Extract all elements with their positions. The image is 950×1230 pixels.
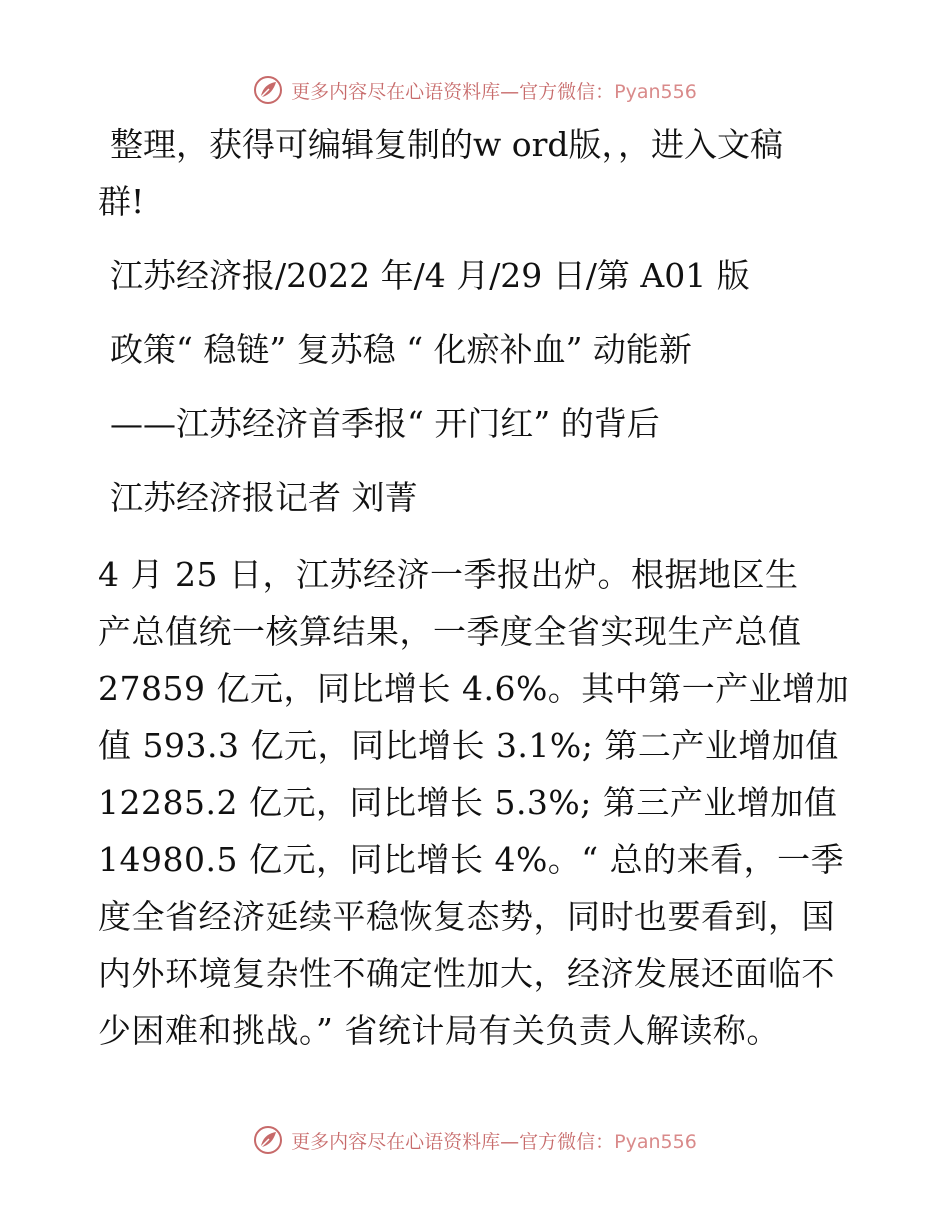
- body-line: 内外环境复杂性不确定性加大，经济发展还面临不: [98, 954, 835, 993]
- watermark-label: 更多内容尽在心语资料库—官方微信：: [291, 1130, 615, 1153]
- body-line: 27859 亿元，同比增长 4.6%。其中第一产业增加: [98, 669, 850, 708]
- watermark-text: [291, 77, 697, 104]
- body-line: 值 593.3 亿元，同比增长 3.1%; 第二产业增加值: [98, 726, 839, 765]
- document-body: [98, 116, 858, 1059]
- body-line: 度全省经济延续平稳恢复态势，同时也要看到，国: [98, 897, 835, 936]
- body-line: 4 月 25 日，江苏经济一季报出炉。根据地区生: [98, 555, 799, 594]
- header-watermark: [0, 70, 950, 110]
- watermark-label: 更多内容尽在心语资料库—官方微信：: [291, 80, 615, 103]
- intro-line-1: 整理，获得可编辑复制的w ord版，，进入文稿: [110, 125, 784, 164]
- footer-watermark: [0, 1120, 950, 1160]
- watermark-wechat-id: Pyan556: [614, 80, 697, 103]
- intro-line-2: 群!: [98, 182, 145, 221]
- byline: 江苏经济报记者 刘菁: [110, 478, 418, 517]
- body-line: 14980.5 亿元，同比增长 4%。“ 总的来看，一季: [98, 840, 845, 879]
- body-line: 少困难和挑战。” 省统计局有关负责人解读称。: [98, 1011, 780, 1050]
- source-line: 江苏经济报/2022 年/4 月/29 日/第 A01 版: [110, 256, 750, 295]
- headline: 政策“ 稳链” 复苏稳 “ 化瘀补血” 动能新: [110, 330, 692, 369]
- leaf-logo-icon: [253, 75, 283, 105]
- watermark-text: [291, 1127, 697, 1154]
- leaf-logo-icon: [253, 1125, 283, 1155]
- subheadline: ——江苏经济首季报“ 开门红” 的背后: [110, 404, 660, 443]
- body-paragraph: [98, 546, 858, 1059]
- body-line: 产总值统一核算结果，一季度全省实现生产总值: [98, 612, 802, 651]
- body-line: 12285.2 亿元，同比增长 5.3%; 第三产业增加值: [98, 783, 838, 822]
- watermark-wechat-id: Pyan556: [614, 1130, 697, 1153]
